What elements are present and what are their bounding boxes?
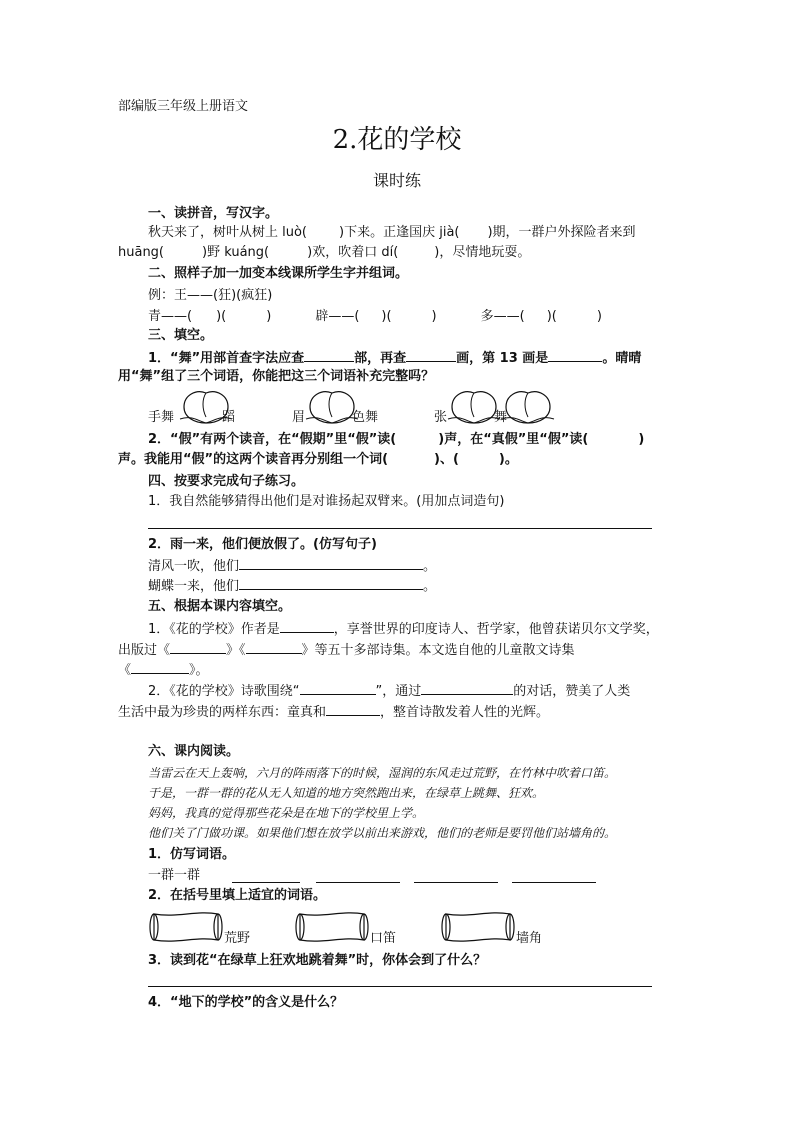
s5-text: ”，通过 [375, 684, 422, 699]
section-4-heading: 四、按要求完成句子练习。 [148, 474, 305, 489]
scroll-blank-3[interactable] [440, 908, 516, 946]
s5-q1-line-3 [118, 660, 209, 680]
peach-blank-4[interactable] [500, 387, 556, 425]
blank-line[interactable] [131, 660, 189, 674]
s4-q2: 2．雨一来，他们便放假了。(仿写句子) [148, 537, 377, 552]
page-subtitle: 课时练 [372, 171, 421, 190]
s5-text: ，享誉世界的印度诗人、哲学家，他曾获诺贝尔文学奖， [333, 622, 659, 637]
grade-label: 部编版三年级上册语文 [118, 99, 249, 114]
s5-text: ，整首诗散发着人性的光辉。 [380, 705, 550, 720]
blank-line[interactable] [304, 348, 354, 362]
s3-word-3b: 舞 [494, 410, 508, 425]
s3-q2-line-2 [118, 451, 518, 469]
s3-q1-line-2: 用“舞”组了三个词语，你能把这三个词语补充完整吗？ [118, 369, 435, 384]
section-3-heading: 三、填空。 [148, 328, 214, 343]
s5-text: 》《 [226, 643, 246, 658]
s6-q3: 3．读到花“在绿草上狂欢地跳着舞”时，你体会到了什么？ [148, 953, 487, 968]
section-6-heading: 六、课内阅读。 [148, 744, 240, 759]
blank-line[interactable] [280, 619, 334, 633]
s5-text: 》等五十多部诗集。本文选自他的儿童散文诗集 [301, 643, 575, 658]
s5-q1-line-1 [148, 619, 659, 639]
s4-text: 蝴蝶一来，他们 [148, 579, 240, 594]
blank-line[interactable] [239, 556, 423, 570]
s3-q1-line-1 [148, 348, 641, 368]
s3-text: 画，第 13 画是 [456, 351, 549, 366]
s5-text: 生活中最为珍贵的两样东西：童真和 [118, 705, 327, 720]
s5-text: 》。 [189, 663, 209, 678]
s2-example: 例：王——(狂)(疯狂) [148, 288, 273, 303]
blank-line[interactable] [170, 640, 226, 654]
s1-text: )期，一群户外探险者来到 [487, 225, 636, 240]
s6-q4: 4．“地下的学校”的含义是什么？ [148, 995, 344, 1010]
s6-word-3: 墙角 [516, 931, 543, 946]
s6-word-2: 口笛 [370, 931, 397, 946]
scroll-blank-2[interactable] [294, 908, 370, 946]
s3-text: 部，再查 [354, 351, 407, 366]
answer-line[interactable] [148, 986, 652, 987]
answer-line[interactable] [414, 882, 498, 883]
s3-word-1a: 手舞 [148, 410, 175, 425]
s2-text: 青——( [148, 309, 193, 324]
blank-line[interactable] [326, 702, 380, 716]
answer-line[interactable] [232, 882, 300, 883]
s2-text: )( [381, 309, 392, 324]
s2-text: 多——( [480, 309, 525, 324]
s6-q1-example: 一群一群 [148, 868, 201, 883]
section-5-heading: 五、根据本课内容填空。 [148, 599, 292, 614]
s1-line-2 [118, 244, 530, 262]
answer-line[interactable] [148, 528, 652, 529]
s3-text: 声。我能用“假”的这两个读音再分别组一个词( [118, 452, 389, 467]
s5-q2-line-1 [148, 681, 630, 701]
page-title: 2.花的学校 [332, 125, 462, 155]
s3-text: )声，在“真假”里“假”读( [438, 432, 589, 447]
s4-line-2 [148, 576, 436, 596]
s5-text: 的对话，赞美了人类 [513, 684, 631, 699]
s3-text: )。 [498, 452, 518, 467]
blank-line[interactable] [300, 681, 376, 695]
s1-text: 秋天来了，树叶从树上 luò( [148, 225, 308, 240]
s2-text: ) [266, 309, 272, 324]
s1-text: huāng( [118, 245, 165, 260]
s3-word-2a: 眉 [292, 410, 306, 425]
section-2-heading: 二、照样子加一加变本线课所学生字并组词。 [148, 266, 409, 281]
s5-text: 1．《花的学校》作者是 [148, 622, 280, 637]
reading-para-1: 当雷云在天上轰响，六月的阵雨落下的时候，湿润的东风走过荒野，在竹林中吹着口笛。 [148, 766, 617, 780]
s2-text: 辟——( [315, 309, 360, 324]
s3-text: 1．“舞”用部首查字法应查 [148, 351, 305, 366]
reading-para-4: 他们关了门做功课。如果他们想在放学以前出来游戏，他们的老师是要罚他们站墙角的。 [148, 826, 617, 840]
s6-q2: 2．在括号里填上适宜的词语。 [148, 888, 327, 903]
reading-para-3: 妈妈，我真的觉得那些花朵是在地下的学校里上学。 [148, 806, 425, 820]
scroll-blank-1[interactable] [148, 908, 224, 946]
s5-text: 出版过《 [118, 643, 171, 658]
s4-q1: 1．我自然能够猜得出他们是对谁扬起双臂来。(用加点词造句) [148, 494, 505, 509]
s3-word-3a: 张 [434, 410, 448, 425]
s5-q2-line-2 [118, 702, 549, 722]
s4-text: 。 [423, 579, 437, 594]
s2-text: )( [546, 309, 557, 324]
s3-word-1b: 蹈 [222, 410, 236, 425]
blank-line[interactable] [548, 348, 602, 362]
blank-line[interactable] [421, 681, 513, 695]
s6-word-1: 荒野 [224, 931, 251, 946]
s3-text: 。晴晴 [602, 351, 642, 366]
s5-q1-line-2 [118, 640, 575, 660]
s3-text: 2．“假”有两个读音，在“假期”里“假”读( [148, 432, 397, 447]
s2-text: ) [431, 309, 437, 324]
s1-text: )欢，吹着口 dí( [307, 245, 399, 260]
answer-line[interactable] [512, 882, 596, 883]
blank-line[interactable] [239, 576, 423, 590]
s2-question-row [148, 308, 602, 326]
s6-q1: 1．仿写词语。 [148, 847, 236, 862]
s1-text: )野 kuáng( [202, 245, 270, 260]
s4-text: 清风一吹，他们 [148, 559, 240, 574]
s3-q2-line-1 [148, 431, 644, 449]
s4-line-1 [148, 556, 436, 576]
blank-line[interactable] [246, 640, 302, 654]
s5-text: 2．《花的学校》诗歌围绕“ [148, 684, 300, 699]
blank-line[interactable] [406, 348, 456, 362]
reading-para-2: 于是，一群一群的花从无人知道的地方突然跑出来，在绿草上跳舞、狂欢。 [148, 786, 545, 800]
s5-text: 《 [118, 663, 132, 678]
s3-word-2b: 色舞 [352, 410, 379, 425]
answer-line[interactable] [316, 882, 400, 883]
s1-text: )下来。正逢国庆 jià( [339, 225, 460, 240]
s1-line-1 [148, 224, 636, 242]
section-1-heading: 一、读拼音，写汉字。 [148, 206, 279, 221]
s2-text: ) [596, 309, 602, 324]
s3-text: ) [638, 432, 645, 447]
s4-text: 。 [423, 559, 437, 574]
s3-text: )、( [434, 452, 459, 467]
s2-text: )( [216, 309, 227, 324]
s1-text: )，尽情地玩耍。 [434, 245, 531, 260]
